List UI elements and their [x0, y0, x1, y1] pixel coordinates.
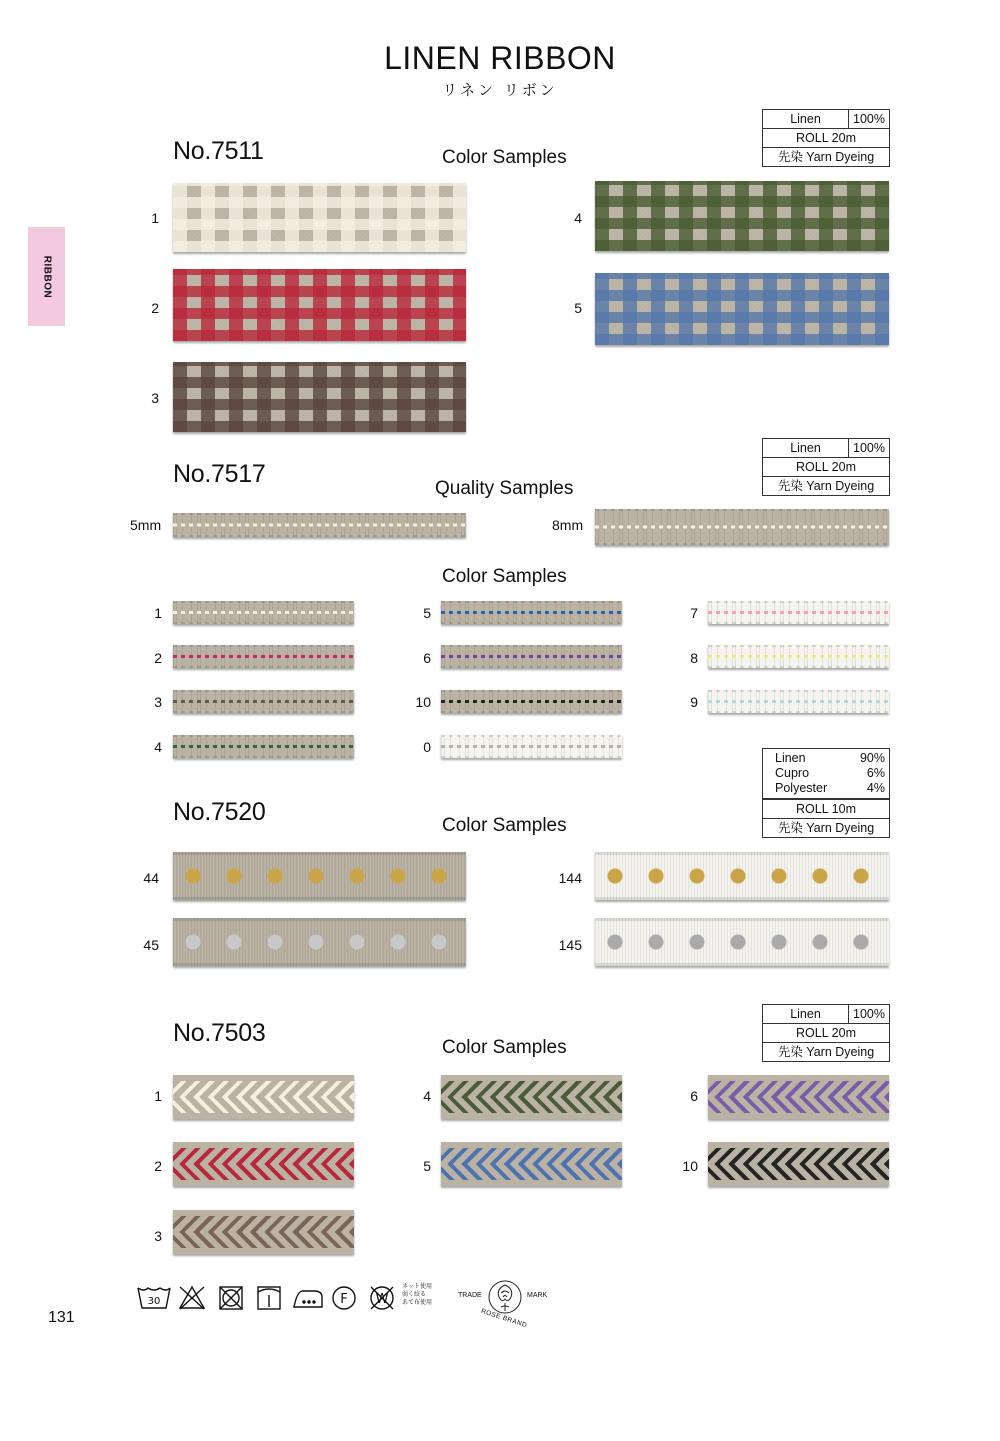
sample-label: 7 — [690, 605, 698, 621]
ribbon-swatch — [595, 181, 889, 251]
ribbon-swatch — [173, 1210, 354, 1254]
spec-dye: 先染 Yarn Dyeing — [763, 147, 889, 166]
product-7517-quality: Quality Samples — [435, 478, 574, 499]
sample-label: 6 — [690, 1088, 698, 1104]
ribbon-swatch — [173, 645, 354, 668]
product-7503-section: Color Samples — [442, 1037, 567, 1058]
care-notes — [402, 1283, 432, 1307]
quality-5mm-label: 5mm — [130, 517, 162, 533]
product-7511-section: Color Samples — [442, 147, 567, 168]
sample-label: 45 — [143, 937, 159, 953]
ribbon-swatch — [441, 1075, 622, 1119]
spec-roll: ROLL 20m — [763, 1023, 889, 1042]
ribbon-swatch — [708, 645, 889, 668]
iron-icon — [294, 1291, 322, 1307]
spec-percent: 6% — [866, 766, 885, 780]
spec-percent: 90% — [859, 751, 885, 765]
ribbon-swatch — [441, 1142, 622, 1186]
product-7511-spec — [762, 109, 890, 167]
sample-label: 145 — [558, 937, 582, 953]
spec-material: Polyester — [775, 781, 828, 795]
page-title: LINEN RIBBON — [384, 40, 616, 76]
product-7520-section: Color Samples — [442, 815, 567, 836]
sample-label: 1 — [154, 1088, 162, 1104]
ribbon-swatch — [173, 852, 466, 900]
no-tumble-dry-icon — [220, 1287, 242, 1309]
ribbon-swatch — [173, 918, 466, 966]
spec-percent: 100% — [853, 112, 885, 126]
ribbon-swatch — [173, 735, 354, 758]
no-bleach-icon — [180, 1287, 204, 1309]
page-number: 131 — [48, 1309, 75, 1326]
ribbon-swatch — [173, 690, 354, 713]
sample-label: 10 — [682, 1158, 698, 1174]
sample-label: 3 — [154, 694, 162, 710]
spec-percent: 4% — [866, 781, 885, 795]
spec-dye: 先染 Yarn Dyeing — [763, 1042, 889, 1061]
ribbon-swatch — [173, 269, 466, 341]
ribbon-swatch — [595, 852, 889, 900]
ribbon-swatch — [595, 273, 889, 345]
sample-label: 5 — [423, 605, 431, 621]
sample-label: 10 — [415, 694, 431, 710]
ribbon-swatch — [708, 1142, 889, 1186]
ribbon-swatch — [708, 601, 889, 624]
product-7503-title: No.7503 — [173, 1019, 266, 1047]
care-symbols — [136, 1283, 436, 1315]
logo-brand: ROSE BRAND — [480, 1307, 528, 1330]
care-note: あて布使用 — [402, 1299, 433, 1306]
ribbon-swatch — [173, 1142, 354, 1186]
sample-label: 44 — [143, 870, 159, 886]
sample-label: 5 — [423, 1158, 431, 1174]
ribbon-swatch — [441, 645, 622, 668]
ribbon-swatch — [708, 690, 889, 713]
spec-percent: 100% — [853, 1007, 885, 1021]
spec-percent: 100% — [853, 441, 885, 455]
sample-label: 4 — [423, 1088, 431, 1104]
spec-material: Linen — [775, 751, 806, 765]
page-subtitle: リネン リボン — [442, 81, 558, 99]
sample-label: 3 — [151, 390, 159, 406]
side-tab-label: RIBBON — [41, 255, 52, 298]
side-tab — [28, 227, 65, 326]
sample-label: 144 — [558, 870, 582, 886]
sample-label: 1 — [154, 605, 162, 621]
spec-roll: ROLL 20m — [763, 457, 889, 476]
product-7511-title: No.7511 — [173, 137, 264, 165]
ribbon-swatch — [708, 1075, 889, 1119]
product-7517-section: Color Samples — [442, 566, 567, 587]
product-7520-title: No.7520 — [173, 798, 266, 826]
sample-label: 5 — [574, 300, 582, 316]
rose-brand-logo — [456, 1275, 556, 1330]
sample-label: 2 — [154, 650, 162, 666]
dry-clean-f-icon — [333, 1287, 355, 1309]
product-7520-spec — [762, 748, 890, 838]
sample-label: 0 — [423, 739, 431, 755]
spec-material: Linen — [763, 1005, 849, 1023]
quality-8mm-label: 8mm — [552, 517, 584, 533]
sample-label: 9 — [690, 694, 698, 710]
no-wet-clean-icon — [371, 1287, 393, 1309]
care-note: ネット使用 — [402, 1283, 433, 1290]
ribbon-swatch — [441, 601, 622, 624]
product-7517-spec — [762, 438, 890, 496]
sample-label: 8 — [690, 650, 698, 666]
sample-label: 1 — [151, 210, 159, 226]
wash-temp: 30 — [147, 1296, 161, 1307]
sample-label: 2 — [154, 1158, 162, 1174]
line-dry-icon — [258, 1287, 280, 1309]
sample-label: 6 — [423, 650, 431, 666]
ribbon-swatch — [173, 513, 466, 537]
ribbon-swatch — [441, 690, 622, 713]
sample-label: 2 — [151, 300, 159, 316]
svg-text:W: W — [375, 1292, 389, 1307]
product-7517-title: No.7517 — [173, 460, 266, 488]
spec-material: Cupro — [775, 766, 810, 780]
spec-roll: ROLL 10m — [763, 799, 889, 818]
svg-text:F: F — [340, 1292, 348, 1307]
care-note: 弱く絞る — [402, 1291, 427, 1298]
ribbon-swatch — [173, 362, 466, 432]
product-7503-spec — [762, 1004, 890, 1062]
spec-dye: 先染 Yarn Dyeing — [763, 476, 889, 495]
ribbon-swatch — [595, 509, 889, 545]
spec-material: Linen — [763, 439, 849, 457]
sample-label: 3 — [154, 1228, 162, 1244]
logo-mark: MARK — [527, 1292, 548, 1299]
spec-roll: ROLL 20m — [763, 128, 889, 147]
logo-trade: TRADE — [458, 1292, 482, 1299]
ribbon-swatch — [173, 183, 466, 252]
sample-label: 4 — [574, 210, 582, 226]
ribbon-swatch — [595, 918, 889, 966]
spec-material: Linen — [763, 110, 849, 128]
ribbon-swatch — [173, 1075, 354, 1119]
spec-dye: 先染 Yarn Dyeing — [763, 818, 889, 837]
sample-label: 4 — [154, 739, 162, 755]
ribbon-swatch — [441, 735, 622, 758]
wash-30-icon — [138, 1288, 170, 1308]
ribbon-swatch — [173, 601, 354, 624]
